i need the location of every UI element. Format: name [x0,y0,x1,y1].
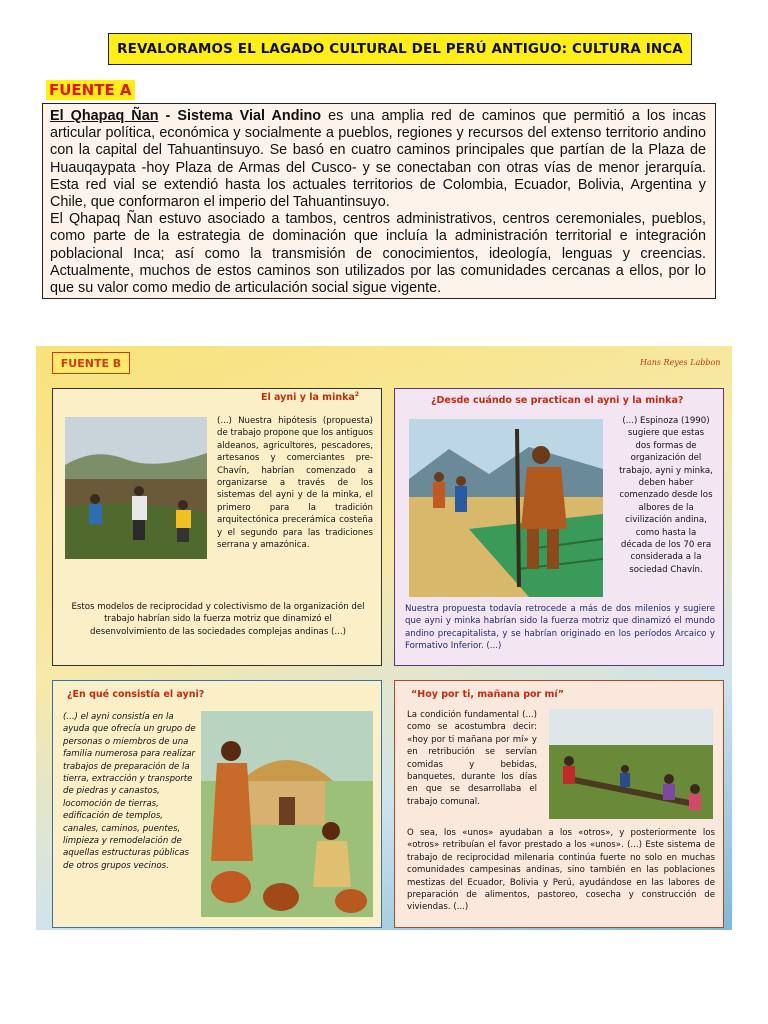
author-signature: Hans Reyes Labbon [640,358,721,367]
source-a-paragraph-2: El Qhapaq Ñan estuvo asociado a tambos, centros administrativos, centros ceremoniales, pueblos, como parte de la estrategia de dominación que incluía la administración territorial e integración poblacional Inca; así como la transmisión de conocimientos, ideología, lenguas y creencias. Actualmente, muchos de estos caminos son utilizados por las comunidades cercanas a ellos, por lo que su valor como medio de articulación social sigue vigente. [50,211,706,297]
panel-2-side-text: (...) Espinoza (1990) sugiere que estas dos formas de organización del trabajo, ayni y minka, deben haber comenzado desde los albores de la civilización andina, como hasta la década de los 70 era considerada a la sociedad Chavín. [619,416,713,575]
farmers-photo [65,417,207,559]
source-a-label: FUENTE A [46,80,135,100]
panel-1-title [261,391,359,403]
panel-since-when [394,388,724,666]
source-a-text [50,108,706,297]
panel-1-bottom-text: Estos modelos de reciprocidad y colectivismo de la organización del trabajo habrían sido la fuerza motriz que dinamizó el desenvolvimiento de las sociedades complejas andinas (...) [71,602,365,637]
source-a-paragraph-1 [50,108,706,211]
source-a-paragraph-1-body: es una amplia red de caminos que permitió a los incas articular política, económica y socialmente a pueblos, regiones y recursos del extenso territorio andino con la capital del Tahuantinsuyo. Se basó en cuatro caminos principales que partían de la Plaza de Huauqaypata -hoy Plaza de Armas del Cusco- y se conectaban con otras vías de menor jerarquía. Esta red vial se extendió hasta los actuales territorios de Colombia, Ecuador, Bolivia, Argentina y Chile, que conformaron el imperio del Tahuantinsuyo. [50,108,706,211]
source-a-heading-rest: - Sistema Vial Andino [158,108,322,124]
panel-what-was-ayni [52,680,382,928]
panel-4-title: “Hoy por ti, mañana por mí” [411,689,564,700]
source-a-box [42,103,716,299]
panel-4-side-text: La condición fundamental (...) como se acostumbra decir: «hoy por ti mañana por mí» y en retribución se servían comidas y bebidas, banquetes, durante los días en que se desarrollaba el trabajo comunal. [407,710,537,807]
panel-4-bottom-text: O sea, los «unos» ayudaban a los «otros», y posteriormente los «otros» retribuían el favor prestado a los «unos». (...) Este sistema de trabajo de reciprocidad milenaria continúa fuerte no solo en muchas comunidades campesinas andinas, sino también en las poblaciones mestizas del Ecuador, Bolivia y Perú, ayudándose en las labores de preparación de alimentos, pastoreo, cosecha y construcción de viviendas. (...) [407,828,715,913]
page-title: REVALORAMOS EL LAGADO CULTURAL DEL PERÚ ANTIGUO: CULTURA INCA [108,33,692,65]
panel-1-side-text: (...) Nuestra hipótesis (propuesta) de trabajo propone que los antiguos aldeanos, agricultores, pescadores, artesanos y comerciantes pre- Chavín, habrían comenzado a organizarse a través de los sistemas del ayni y de la minka, el primero para la tradición arquitectónica precerámica costeña y el segundo para las tradiciones serrana y amazónica. [217,416,373,551]
andean-workers-illustration [409,419,603,597]
panel-3-title: ¿En qué consistía el ayni? [67,689,205,700]
panel-ayni-minka [52,388,382,666]
source-a-heading: El Qhapaq Ñan [50,108,159,124]
panel-1-title-sup: 2 [354,391,359,398]
source-b-label: FUENTE B [52,352,130,374]
panel-2-bottom-text: Nuestra propuesta todavía retrocede a más de dos milenios y sugiere que ayni y minka habrían sido la fuerza motriz que dinamizó el mundo andino precapitalista, y se habrían originado en los períodos Arcaico y Formativo Inferior. (...) [405,604,715,652]
panel-2-title: ¿Desde cuándo se practican el ayni y la minka? [431,395,684,406]
panel-hoy-por-ti [394,680,724,928]
ayni-village-illustration [201,711,373,917]
community-work-photo [549,709,713,819]
panel-3-side-text: (...) el ayni consistía en la ayuda que ofrecía un grupo de personas o miembros de una familia numerosa para realizar trabajos de preparación de la tierra, extracción y transporte de piedras y canastos, locomoción de tierras, edificación de templos, canales, caminos, puentes, limpieza y remodelación de aquellas estructuras públicas de otros grupos vecinos. [63,712,196,871]
panel-1-title-text: El ayni y la minka [261,392,355,404]
